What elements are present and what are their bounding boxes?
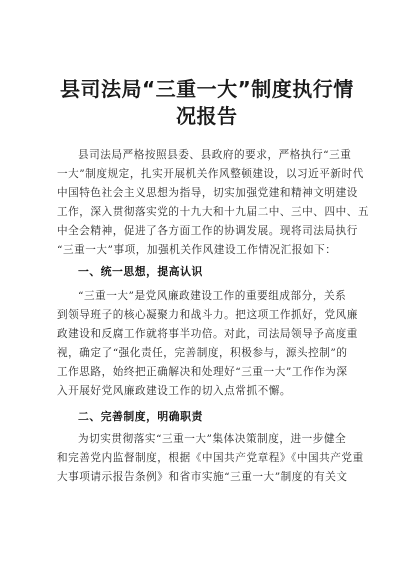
- paragraph-1-line: 中全会精神，促进了各方面工作的协调发展。现将司法局执行: [57, 225, 358, 237]
- paragraph-1-line: 一大”制度规定，扎实开展机关作风整顿建设，以习近平新时代: [57, 168, 364, 180]
- paragraph-3-line: 大事项请示报告条例》和省市实施“三重一大”制度的有关文: [57, 471, 348, 483]
- title-line-1: 县司法局“三重一大”制度执行情: [60, 77, 354, 101]
- paragraph-1-line: 县司法局严格按照县委、县政府的要求，严格执行“三重: [78, 149, 352, 161]
- paragraph-1-line: 中国特色社会主义思想为指导，切实加强党建和精神文明建设: [57, 187, 358, 199]
- paragraph-1-line: 工作，深入贯彻落实党的十九大和十九届二中、三中、四中、五: [57, 206, 370, 218]
- paragraph-2-line: 政建设和反腐工作就将事半功倍。对此，司法局领导予高度重: [57, 328, 358, 340]
- paragraph-3-line: 和完善党内监督制度，根据《中国共产党章程》《中国共产党重: [57, 452, 364, 464]
- paragraph-2-line: 到领导班子的核心凝聚力和战斗力。把这项工作抓好，党风廉: [57, 309, 358, 321]
- paragraph-3-line: 为切实贯彻落实“三重一大”集体决策制度，进一步健全: [78, 433, 347, 445]
- document-title: [60, 76, 360, 130]
- section-heading-2: 二、完善制度，明确职责: [78, 410, 203, 423]
- paragraph-2-line: 视，确定了“强化责任，完善制度，积极参与，源头控制”的: [57, 347, 348, 359]
- paragraph-2-line: 工作思路，始终把正确解决和处理好“三重一大”工作作为深: [57, 366, 348, 378]
- paragraph-1-line: “三重一大”事项，加强机关作风建设工作情况汇报如下：: [57, 244, 337, 256]
- paragraph-2-line: 入开展好党风廉政建设工作的切入点常抓不懈。: [57, 385, 292, 397]
- section-heading-1: 一、统一思想，提高认识: [78, 265, 203, 278]
- title-line-2: 况报告: [176, 104, 238, 128]
- paragraph-2-line: “三重一大”是党风廉政建设工作的重要组成部分，关系: [78, 290, 347, 302]
